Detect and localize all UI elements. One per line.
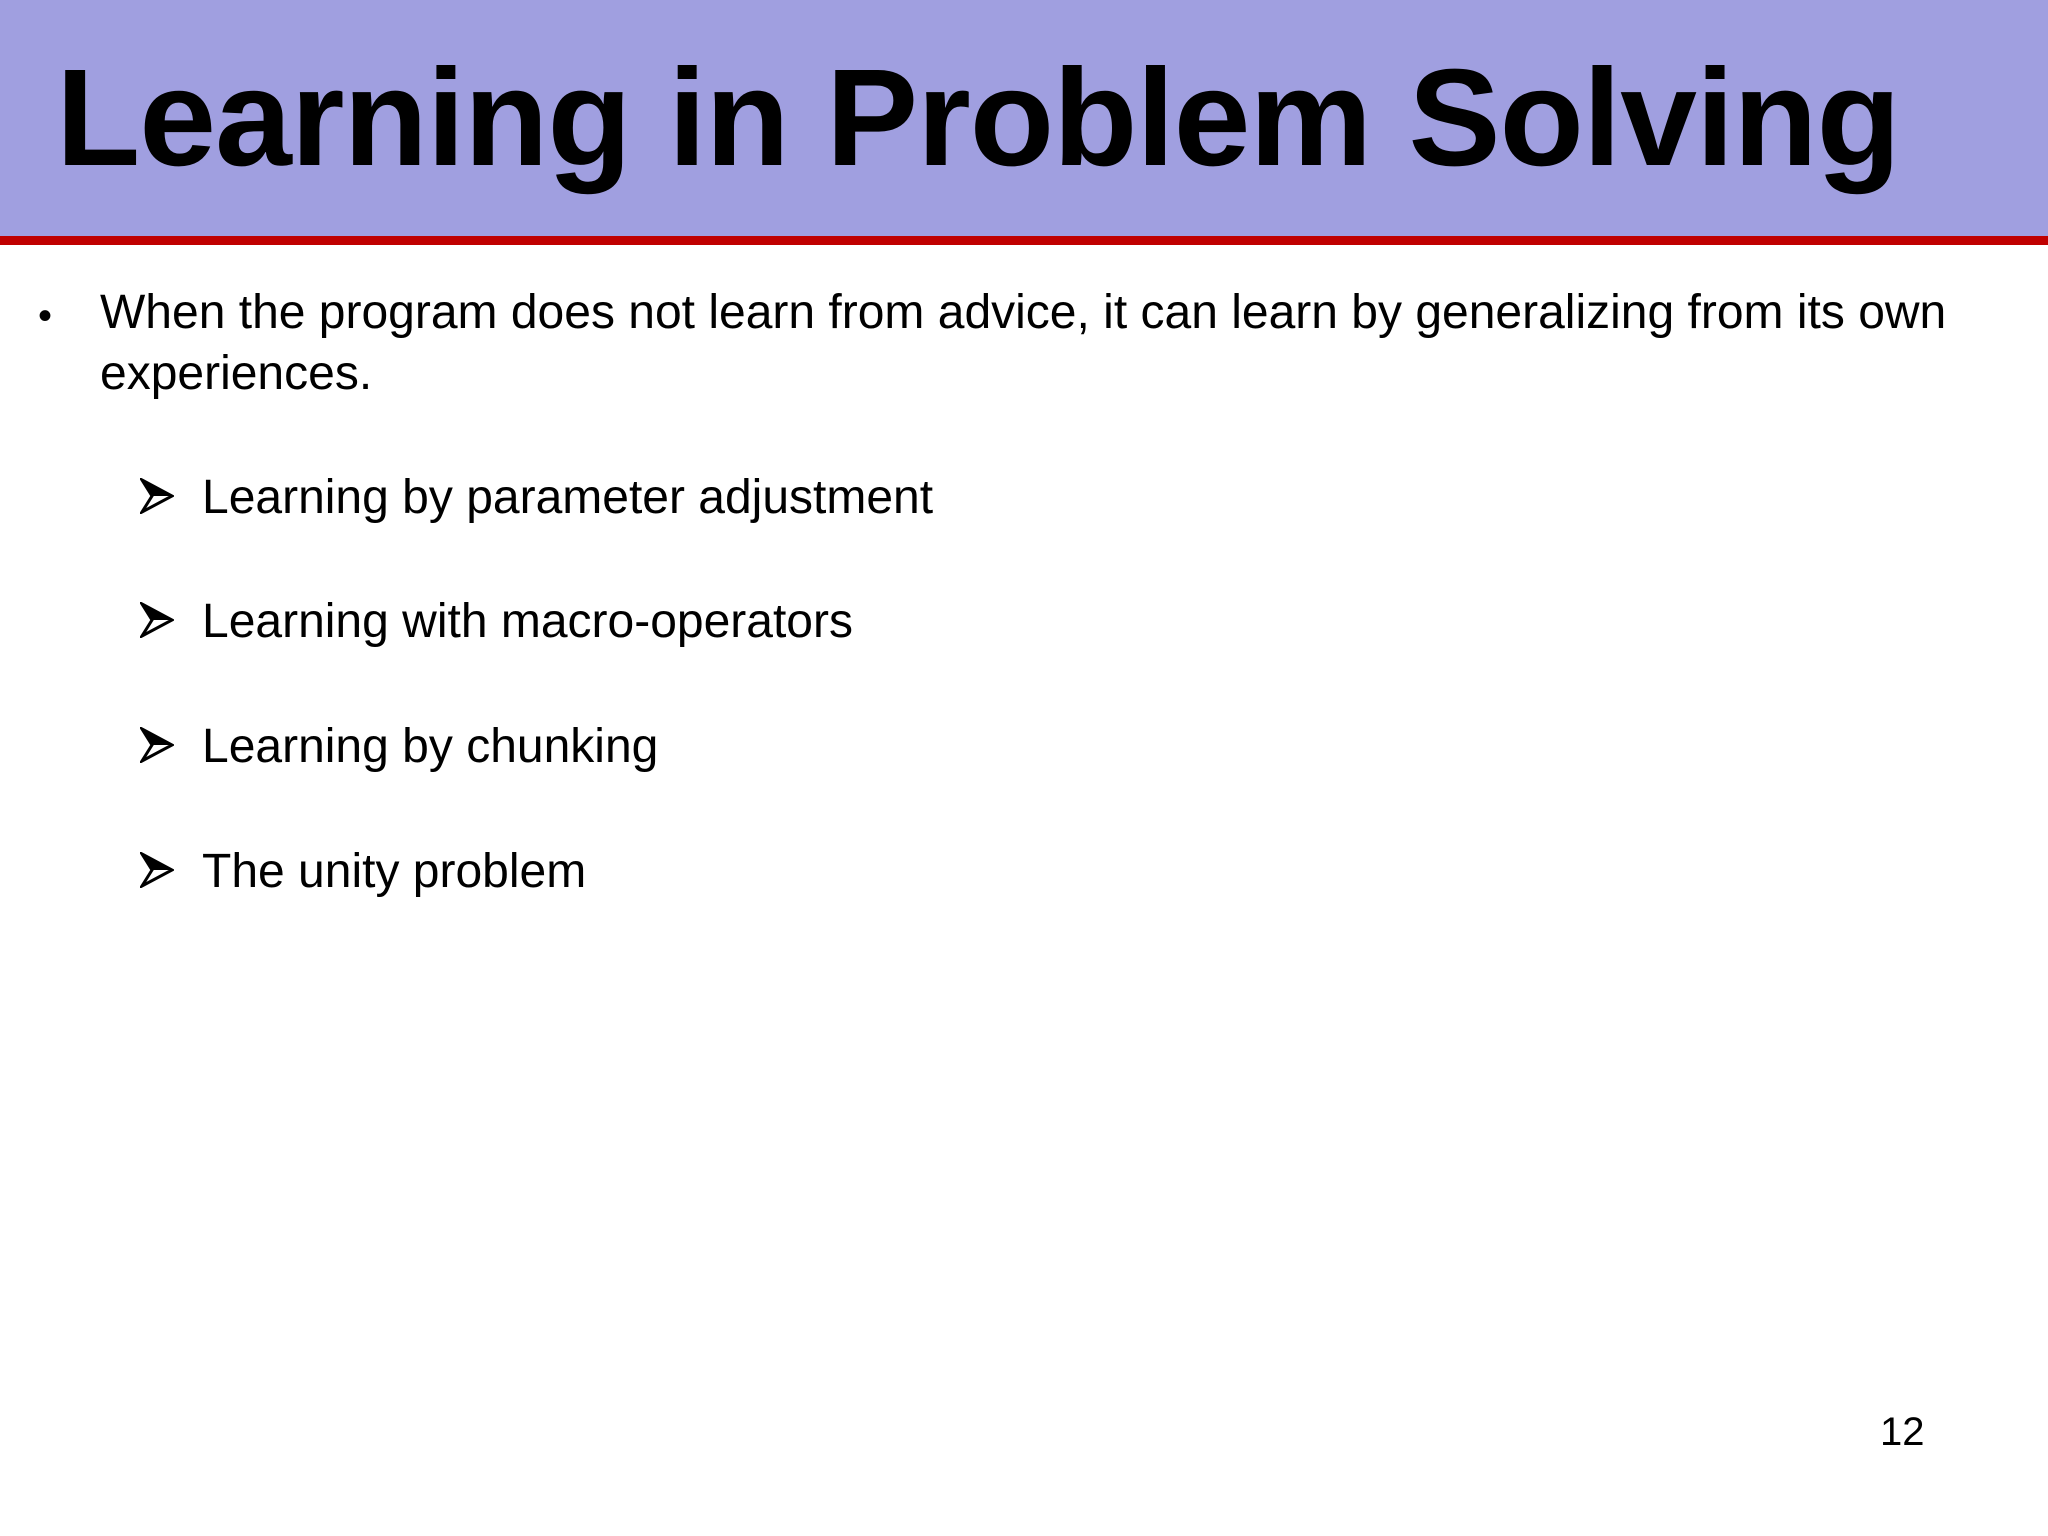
title-band [0,0,2048,236]
arrowhead-icon [140,478,174,514]
arrowhead-icon [140,852,174,888]
sub-bullet-text: The unity problem [202,845,587,898]
title-divider [0,236,2048,245]
arrowhead-icon [140,602,174,638]
sub-bullet-chunking [140,715,1340,779]
sub-bullet-text: Learning by parameter adjustment [202,471,934,524]
sub-bullet-text: Learning by chunking [202,720,659,773]
main-bullet-text: When the program does not learn from advice, it can learn by generalizing from its own experiences. [100,286,1947,400]
arrowhead-icon [140,727,174,763]
slide-title: Learning in Problem Solving [56,41,1900,195]
sub-bullet-macro-operators [140,590,1340,654]
sub-bullet-unity-problem [140,840,1340,904]
sub-bullet-parameter-adjustment [140,466,1340,530]
bullet-dot-icon: • [38,294,53,338]
sub-bullet-text: Learning with macro-operators [202,595,853,648]
page-number: 12 [1880,1410,1925,1454]
